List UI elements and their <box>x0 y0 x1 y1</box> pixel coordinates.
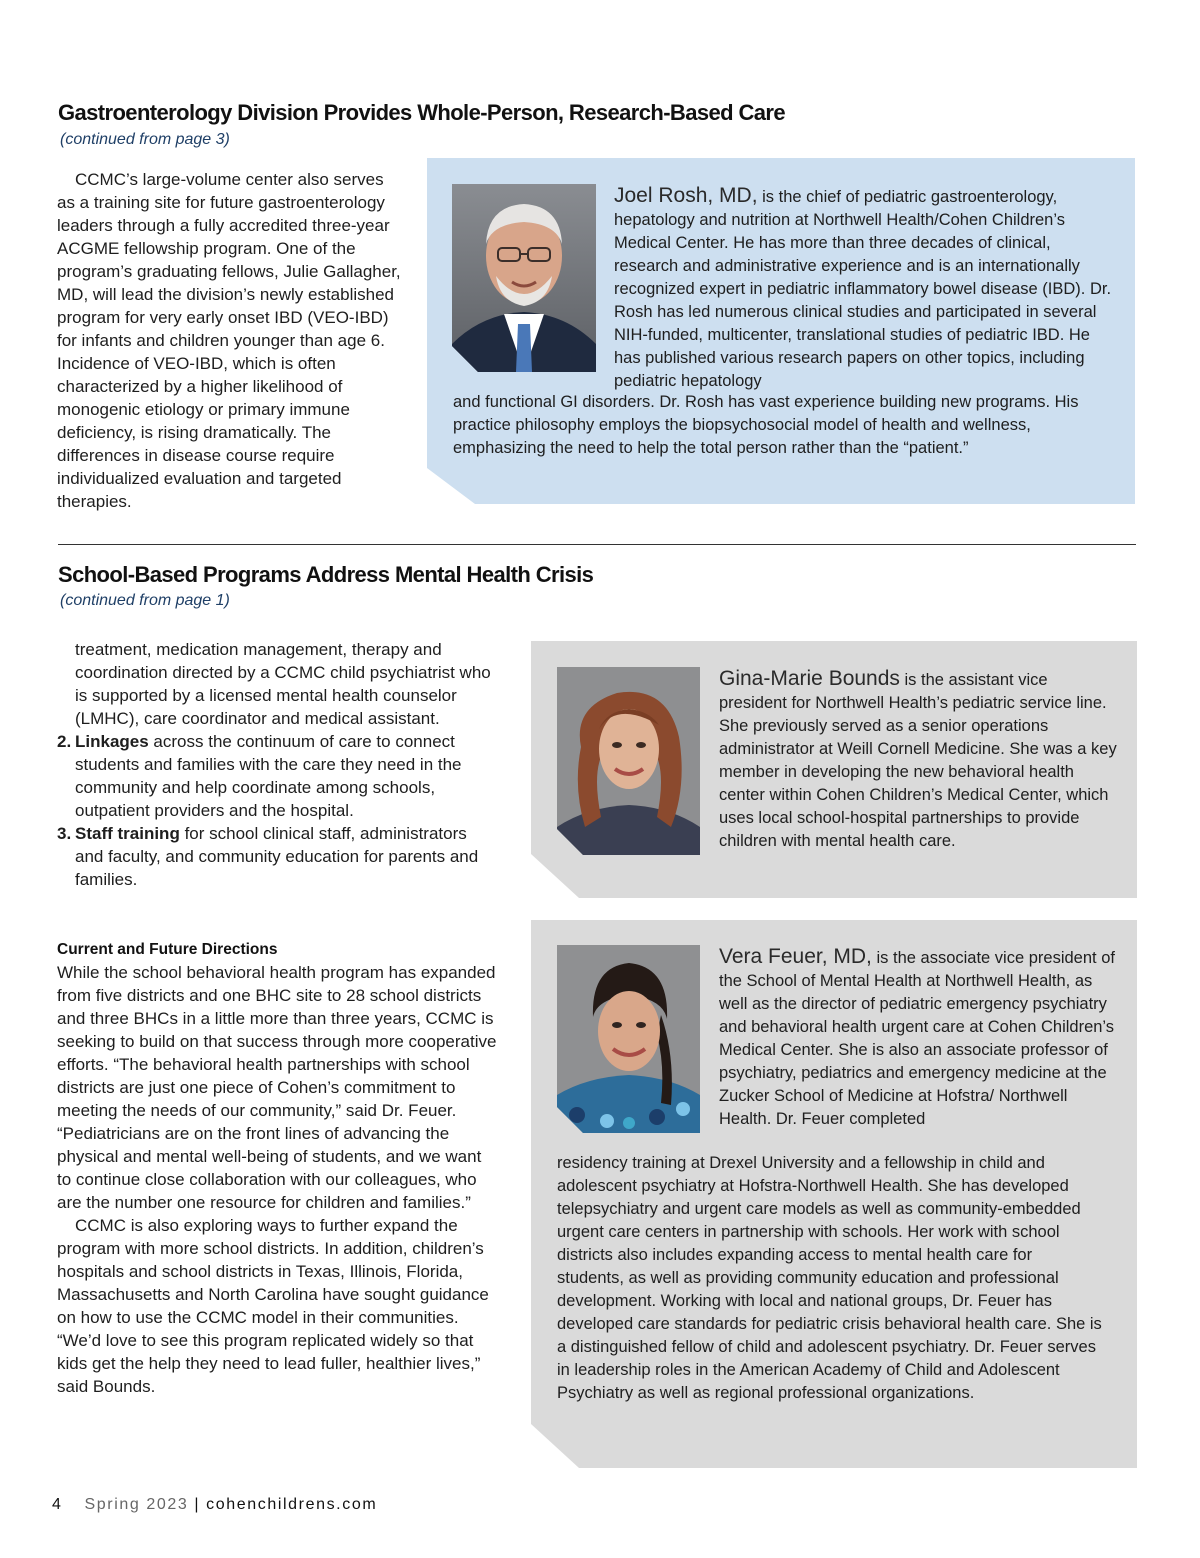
bounds-bio <box>719 667 1119 853</box>
footer-site-link[interactable]: cohenchildrens.com <box>206 1496 378 1513</box>
article2-paragraph: While the school behavioral health program has expanded from five districts and one BHC site to 28 school districts and three BHCs in a little more than three years, CCMC is seeking to build on that success through more cooperative efforts. “The behavioral health partnerships with school districts are just one piece of Cohen’s commitment to meeting the needs of our community,” said Dr. Feuer. “Pediatricians are on the front lines of advancing the physical and mental well-being of students, and we want to continue close collaboration with our colleagues, who are the number one resource for children and families.” <box>57 963 497 1212</box>
bounds-bio-text: is the assistant vice president for Northwell Health’s pediatric service line. She previously served as a senior operations administrator at Weill Cornell Medicine. She was a key member in developing the new behavioral health center within Cohen Children’s Medical Center, which uses local school-hospital partnerships to provide children with mental health care. <box>719 671 1117 850</box>
list-item <box>57 638 497 730</box>
feuer-photo <box>557 945 700 1133</box>
list-number: 2. <box>57 732 72 751</box>
article2-list <box>57 638 497 891</box>
article2-paragraph: CCMC is also exploring ways to further expand the program with more school districts. In addition, children’s hospitals and school districts in Texas, Illinois, Florida, Massachusetts and North Carolina have sought guidance on how to use the CCMC model in their communities. “We’d love to see this program replicated widely so that kids get the help they need to lead fuller, healthier lives,” said Bounds. <box>57 1216 489 1396</box>
article2-subhead: Current and Future Directions <box>57 941 278 958</box>
list-bold: Linkages <box>75 732 149 751</box>
section-divider <box>58 544 1136 545</box>
page-footer <box>52 1496 377 1514</box>
footer-separator: | <box>194 1496 201 1513</box>
article2-title: School-Based Programs Address Mental Health Crisis <box>58 562 594 587</box>
list-number: 3. <box>57 824 72 843</box>
feuer-bio-text: is the associate vice president of the School of Mental Health at Northwell Health, as well as the director of pediatric emergency psychiatry and behavioral health urgent care at Cohen Children’s Medical Center. She is also an associate professor of psychiatry, pediatrics and emergency medicine at the Zucker School of Medicine at Hofstra/ Northwell Health. Dr. Feuer completed <box>719 949 1115 1128</box>
list-text: for school clinical staff, administrators and faculty, and community education for parents and families. <box>75 824 479 889</box>
bounds-photo <box>557 667 700 855</box>
page-number: 4 <box>52 1496 63 1513</box>
rosh-bio-text: is the chief of pediatric gastroenterology, hepatology and nutrition at Northwell Health/Cohen Children’s Medical Center. He has more than three decades of clinical, research and administrative experience and is an internationally recognized expert in pediatric inflammatory bowel disease (IBD). Dr. Rosh has led numerous clinical studies and participated in several NIH-funded, multicenter, translational studies of pediatric IBD. He has published various research papers on other topics, including pediatric hepatology <box>614 188 1112 390</box>
feuer-bio-bottom: residency training at Drexel University and a fellowship in child and adolescent psychiatry at Hofstra-Northwell Health. She has developed telepsychiatry and urgent care models as well as community-embedded urgent care centers in partnership with schools. Her work with school districts also includes expanding access to mental health care for students, as well as providing community education and professional development. Working with local and national groups, Dr. Feuer has developed care standards for pediatric crisis behavioral health care. She is a distinguished fellow of child and adolescent psychiatry. Dr. Feuer serves in leadership roles in the American Academy of Child and Adolescent Psychiatry as well as regional professional organizations. <box>557 1154 1102 1402</box>
list-bold: Staff training <box>75 824 180 843</box>
bounds-portrait-icon <box>557 667 700 855</box>
feuer-name: Vera Feuer, MD, <box>719 945 872 968</box>
article1-title: Gastroenterology Division Provides Whole-Person, Research-Based Care <box>58 100 785 125</box>
rosh-bio-bottom: and functional GI disorders. Dr. Rosh has vast experience building new programs. His practice philosophy employs the biopsychosocial model of health and wellness, emphasizing the need to help the total person rather than the “patient.” <box>453 393 1079 457</box>
list-text: across the continuum of care to connect students and families with the care they need in the community and help coordinate among schools, outpatient providers and the hospital. <box>75 732 462 820</box>
article2-continued: (continued from page 1) <box>60 592 230 609</box>
rosh-bio-top <box>614 184 1114 393</box>
feuer-bio-top <box>719 945 1119 1131</box>
article1-continued: (continued from page 3) <box>60 131 230 148</box>
list-item <box>57 730 497 822</box>
bounds-name: Gina-Marie Bounds <box>719 667 900 690</box>
article2-body <box>57 938 497 1398</box>
rosh-name: Joel Rosh, MD, <box>614 184 758 207</box>
issue-season: Spring 2023 <box>84 1496 189 1513</box>
list-item <box>57 822 497 891</box>
feuer-portrait-icon <box>557 945 700 1133</box>
list-continuation: treatment, medication management, therapy and coordination directed by a CCMC child psychiatrist who is supported by a licensed mental health counselor (LMHC), care coordinator and medical assistant. <box>75 640 491 728</box>
article1-paragraph: CCMC’s large-volume center also serves as a training site for future gastroenterology leaders through a fully accredited three-year ACGME fellowship program. One of the program’s graduating fellows, Julie Gallagher, MD, will lead the division’s newly established program for very early onset IBD (VEO-IBD) for infants and children younger than age 6. Incidence of VEO-IBD, which is often characterized by a higher likelihood of monogenic etiology or primary immune deficiency, is rising dramatically. The differences in disease course require individualized evaluation and targeted therapies. <box>57 170 401 511</box>
rosh-photo <box>452 184 596 372</box>
article1-body <box>57 168 405 513</box>
rosh-portrait-icon <box>452 184 596 372</box>
